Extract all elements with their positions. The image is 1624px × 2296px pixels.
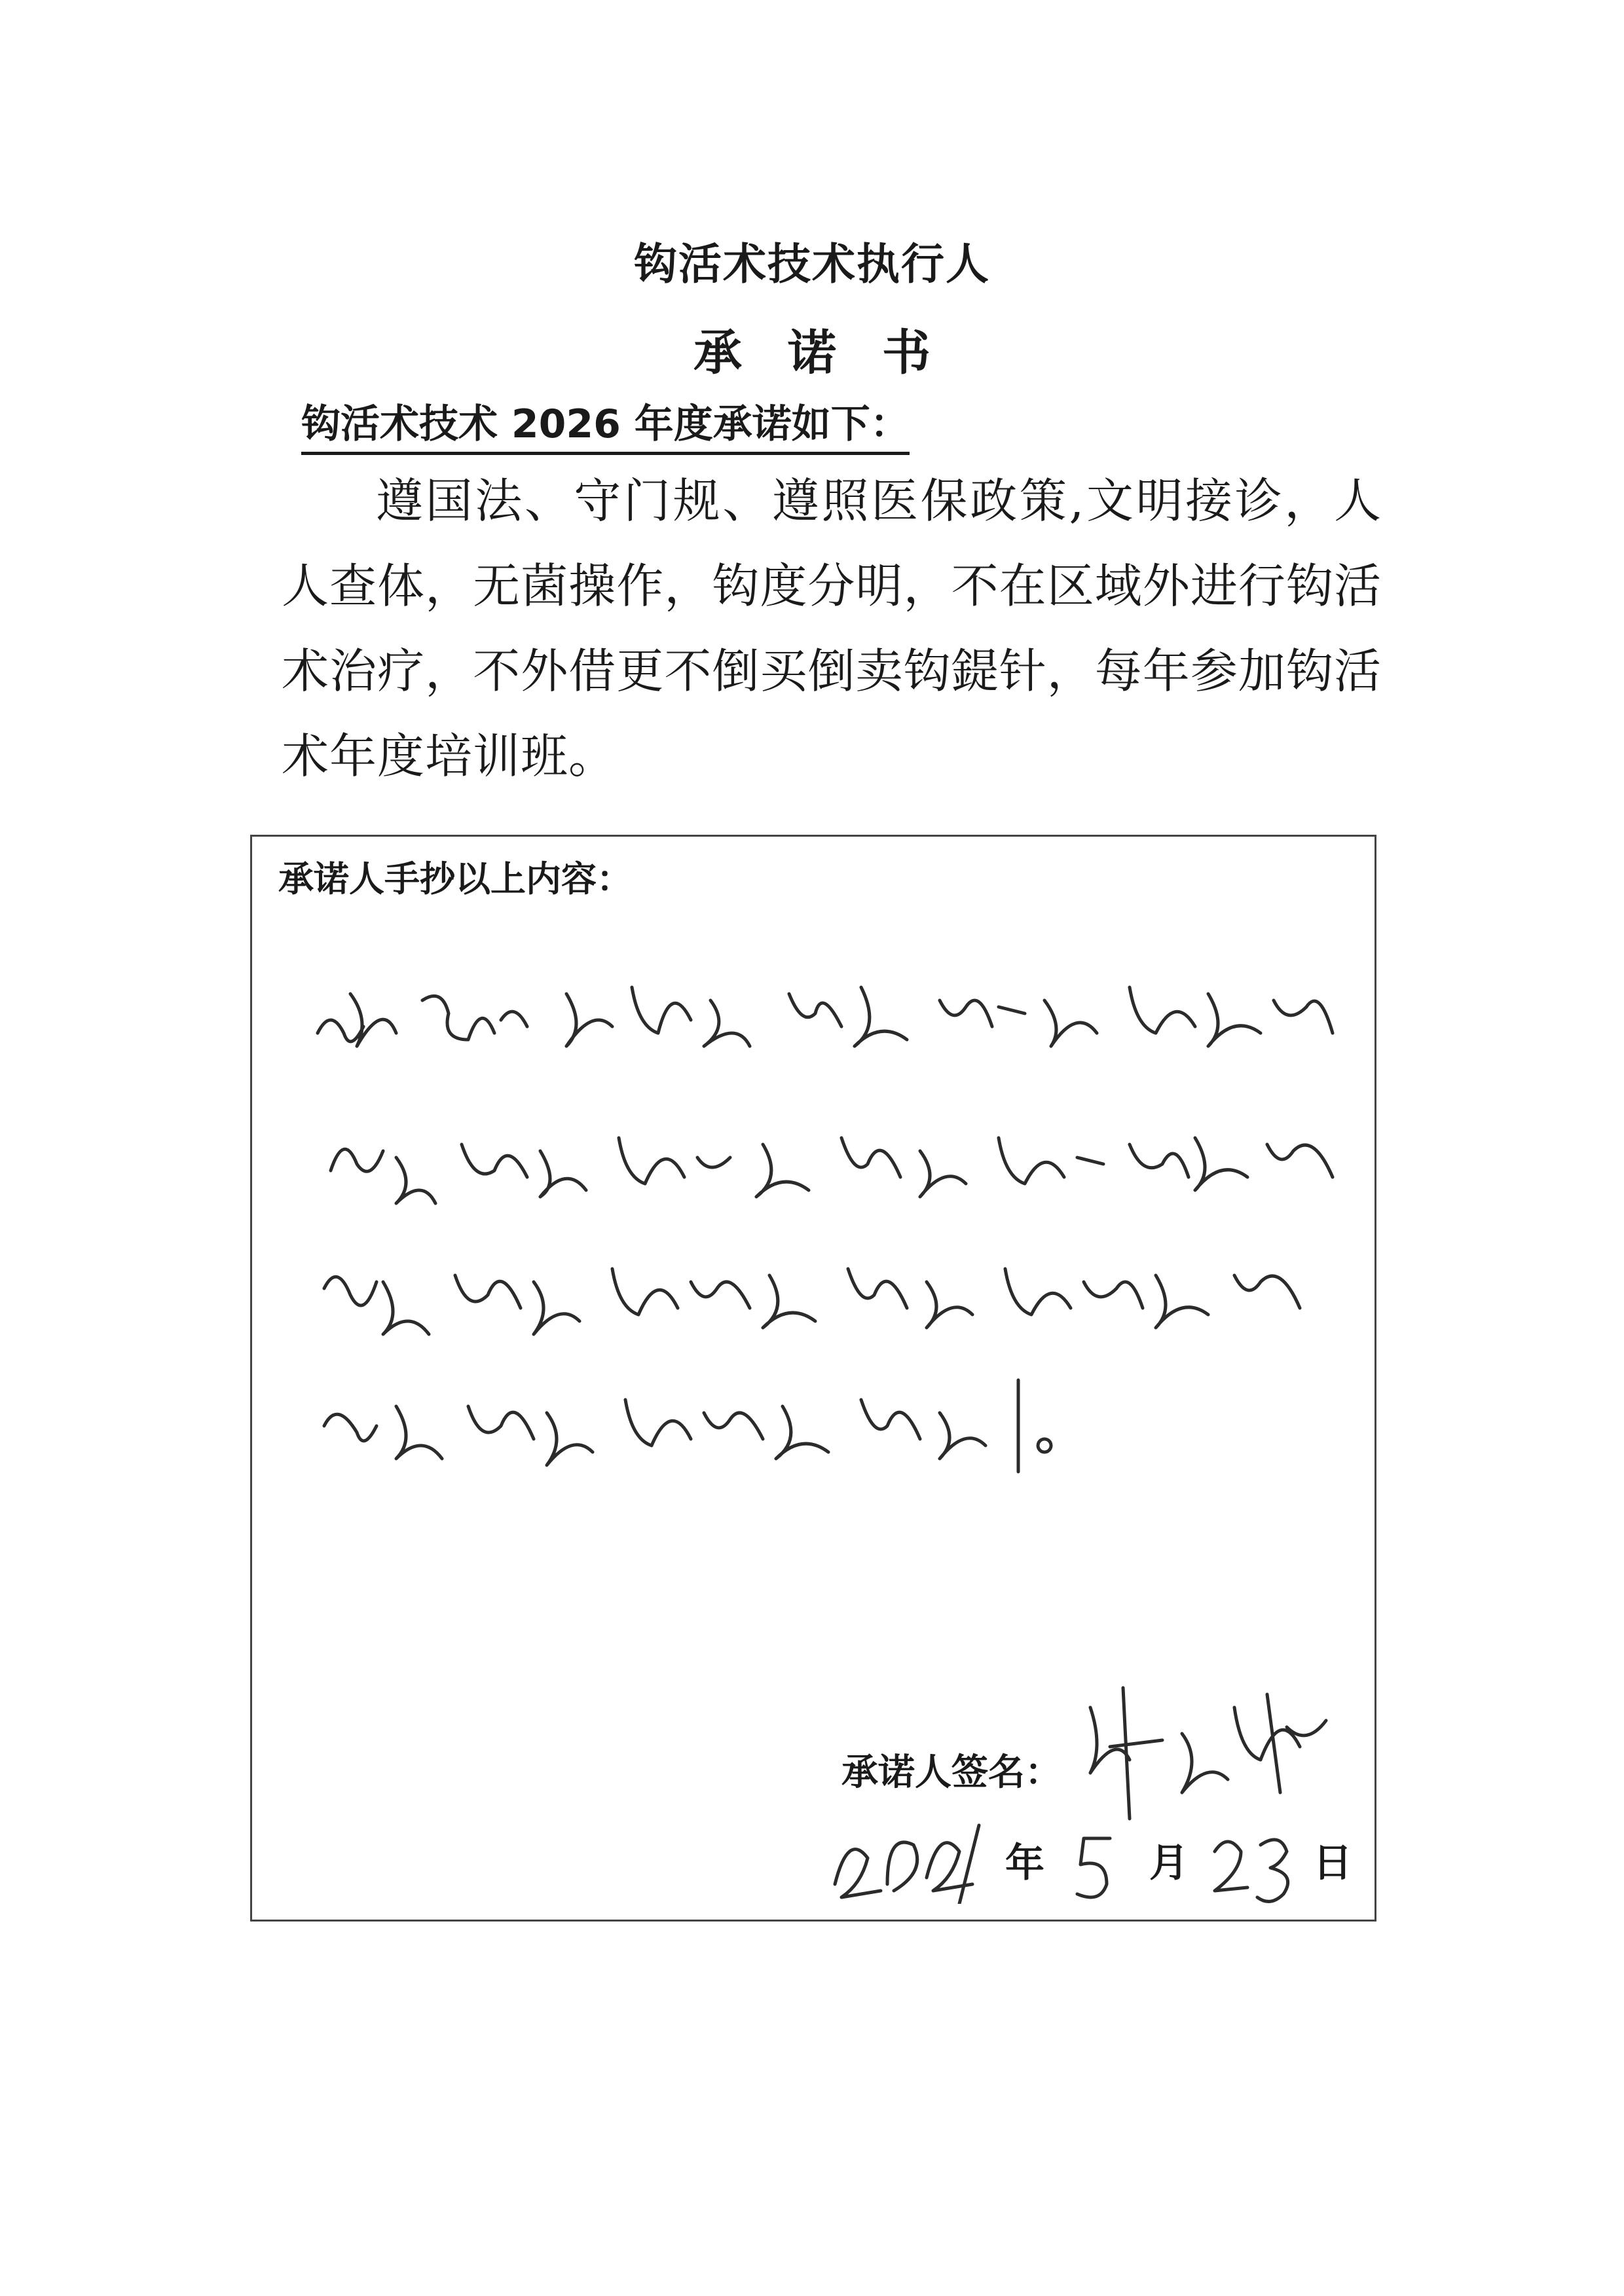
handwritten-copy	[291, 922, 1365, 1576]
date-row	[828, 1806, 1365, 1917]
copy-label: 承诺人手抄以上内容：	[278, 858, 632, 900]
month-label: 月	[1149, 1840, 1189, 1886]
commitment-body: 遵国法、守门规、遵照医保政策,文明接诊，人人查体，无菌操作，钩度分明，不在区域外进行钩活术治疗，不外借更不倒买倒卖钩鍉针，每年参加钩活术年度培训班。	[282, 473, 1382, 784]
handwritten-copy-box	[250, 835, 1376, 1922]
document-subtitle: 承诺书	[693, 325, 976, 381]
year-label: 年	[1005, 1840, 1044, 1886]
handwritten-month	[1071, 1825, 1130, 1904]
day-label: 日	[1313, 1840, 1352, 1886]
commitment-heading: 钩活术技术 2026 年度承诺如下：	[301, 393, 910, 455]
handwritten-year	[828, 1812, 999, 1904]
handwritten-day	[1208, 1825, 1300, 1904]
signature-label: 承诺人签名：	[841, 1751, 1061, 1794]
document-title: 钩活术技术执行人	[634, 239, 990, 289]
